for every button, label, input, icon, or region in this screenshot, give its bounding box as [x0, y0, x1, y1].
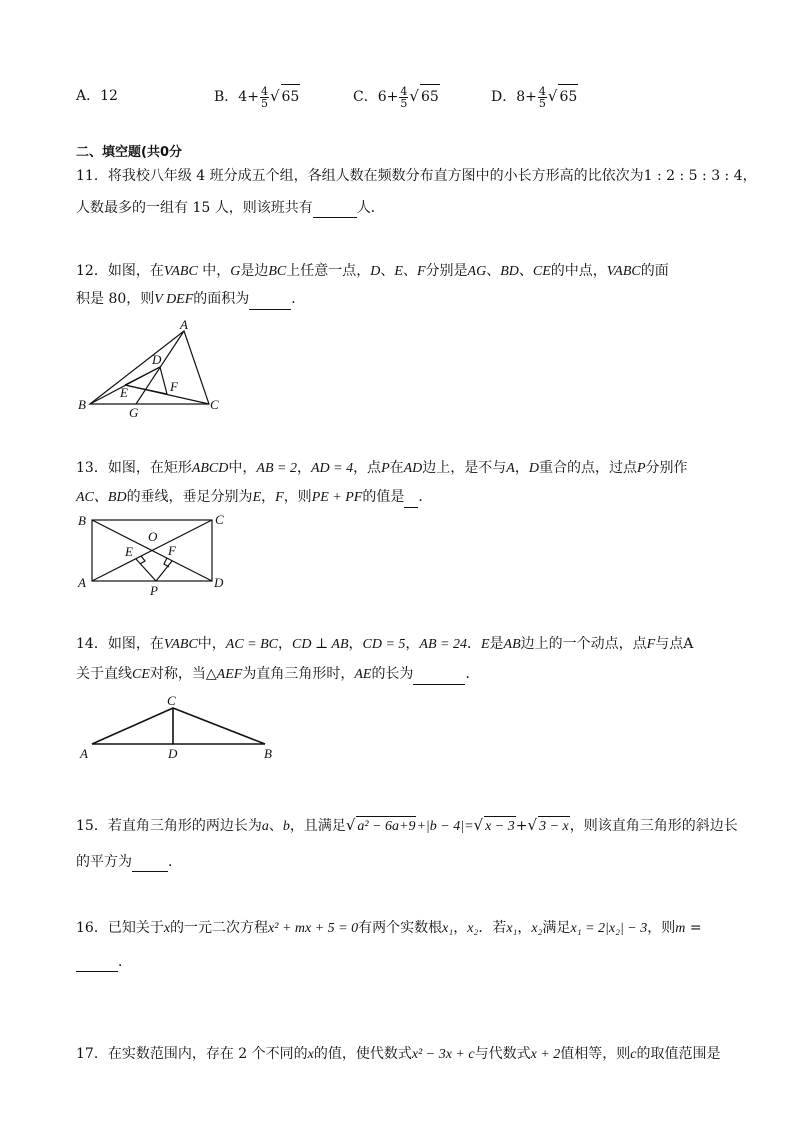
q12-line2: 积是 80，则V DEF的面积为 ．: [76, 289, 305, 310]
q11-line2: 人数最多的一组有 15 人，则该班共有 人．: [76, 200, 385, 216]
choice-c: C．6+ $\frac{4}{5}$ √ 65: [353, 84, 439, 110]
label-p: P: [150, 583, 158, 598]
triangle-abc: [90, 331, 209, 404]
choice-b: B．4+ $\frac{4}{5}$ √ 65: [214, 84, 300, 110]
label-g: G: [129, 405, 139, 420]
choice-d: D．8+ $\frac{4}{5}$ √ 65: [491, 84, 578, 110]
q15-line1: 15．若直角三角形的两边长为a、b，且满足√ a² − 6a+9+|b − 4|=√ x − 3+√ 3 − x，则该直角三角形的斜边长: [76, 815, 738, 837]
q12-line1: 12．如图，在VABC 中，G是边BC上任意一点，D、E、F分别是AG、BD、CE的中点，VABC的面: [76, 263, 669, 279]
label-f: F: [168, 543, 176, 558]
label-a: A: [80, 746, 88, 761]
label-d: D: [168, 746, 178, 761]
q16-line2: ．: [76, 952, 132, 972]
q17-line1: 17．在实数范围内，存在 2 个不同的x的值，使代数式x² − 3x + c与代数式x + 2值相等，则c的取值范围是: [76, 1046, 721, 1062]
section-title: 二、填空题(共0分: [76, 145, 182, 160]
q13-line1: 13．如图，在矩形ABCD中，AB = 2，AD = 4，点P在AD边上，是不与A，D重合的点，过点P分别作: [76, 460, 688, 476]
q14-line2: 关于直线CE对称，当△AEF为直角三角形时，AE的长为 ．: [76, 664, 479, 685]
answer-blank[interactable]: [132, 857, 168, 872]
fraction: $\frac{4}{5}$: [538, 84, 546, 110]
answer-blank[interactable]: [76, 957, 118, 972]
answer-blank[interactable]: [404, 493, 418, 508]
label-c: C: [210, 397, 219, 412]
q13-line2: AC、BD的垂线，垂足分别为E，F，则PE + PF的值是 ．: [76, 487, 432, 508]
label-d: D: [152, 352, 162, 367]
label-o: O: [148, 529, 158, 544]
label-b: B: [78, 397, 86, 412]
label-b: B: [78, 513, 86, 528]
label-b: B: [264, 746, 272, 761]
label-e: E: [120, 385, 128, 400]
label-a: A: [180, 317, 188, 332]
label-a: A: [78, 575, 86, 590]
segment-ef: [125, 385, 167, 394]
label-d: D: [214, 575, 224, 590]
label-e: E: [125, 544, 133, 559]
q11-line1: 11．将我校八年级 4 班分成五个组，各组人数在频数分布直方图中的小长方形高的比依次为1 : 2 : 5 : 3 : 4，: [76, 168, 757, 184]
q14-line1: 14．如图，在VABC中，AC = BC，CD ⊥ AB，CD = 5，AB = 24．E是AB边上的一个动点，点F与点A: [76, 636, 694, 652]
segment-df: [160, 367, 167, 394]
q16-line1: 16．已知关于x的一元二次方程x² + mx + 5 = 0有两个实数根x₁，x₂．若x₁，x₂满足x₁ = 2|x₂| − 3，则m =: [76, 920, 702, 936]
label-c: C: [215, 512, 224, 527]
answer-blank[interactable]: [413, 670, 465, 685]
label-f: F: [170, 379, 178, 394]
fraction: $\frac{4}{5}$: [400, 84, 408, 110]
fraction: $\frac{4}{5}$: [260, 84, 268, 110]
q15-line2: 的平方为 ．: [76, 854, 182, 870]
choice-a: A．12: [76, 88, 118, 104]
label-c: C: [167, 693, 176, 708]
